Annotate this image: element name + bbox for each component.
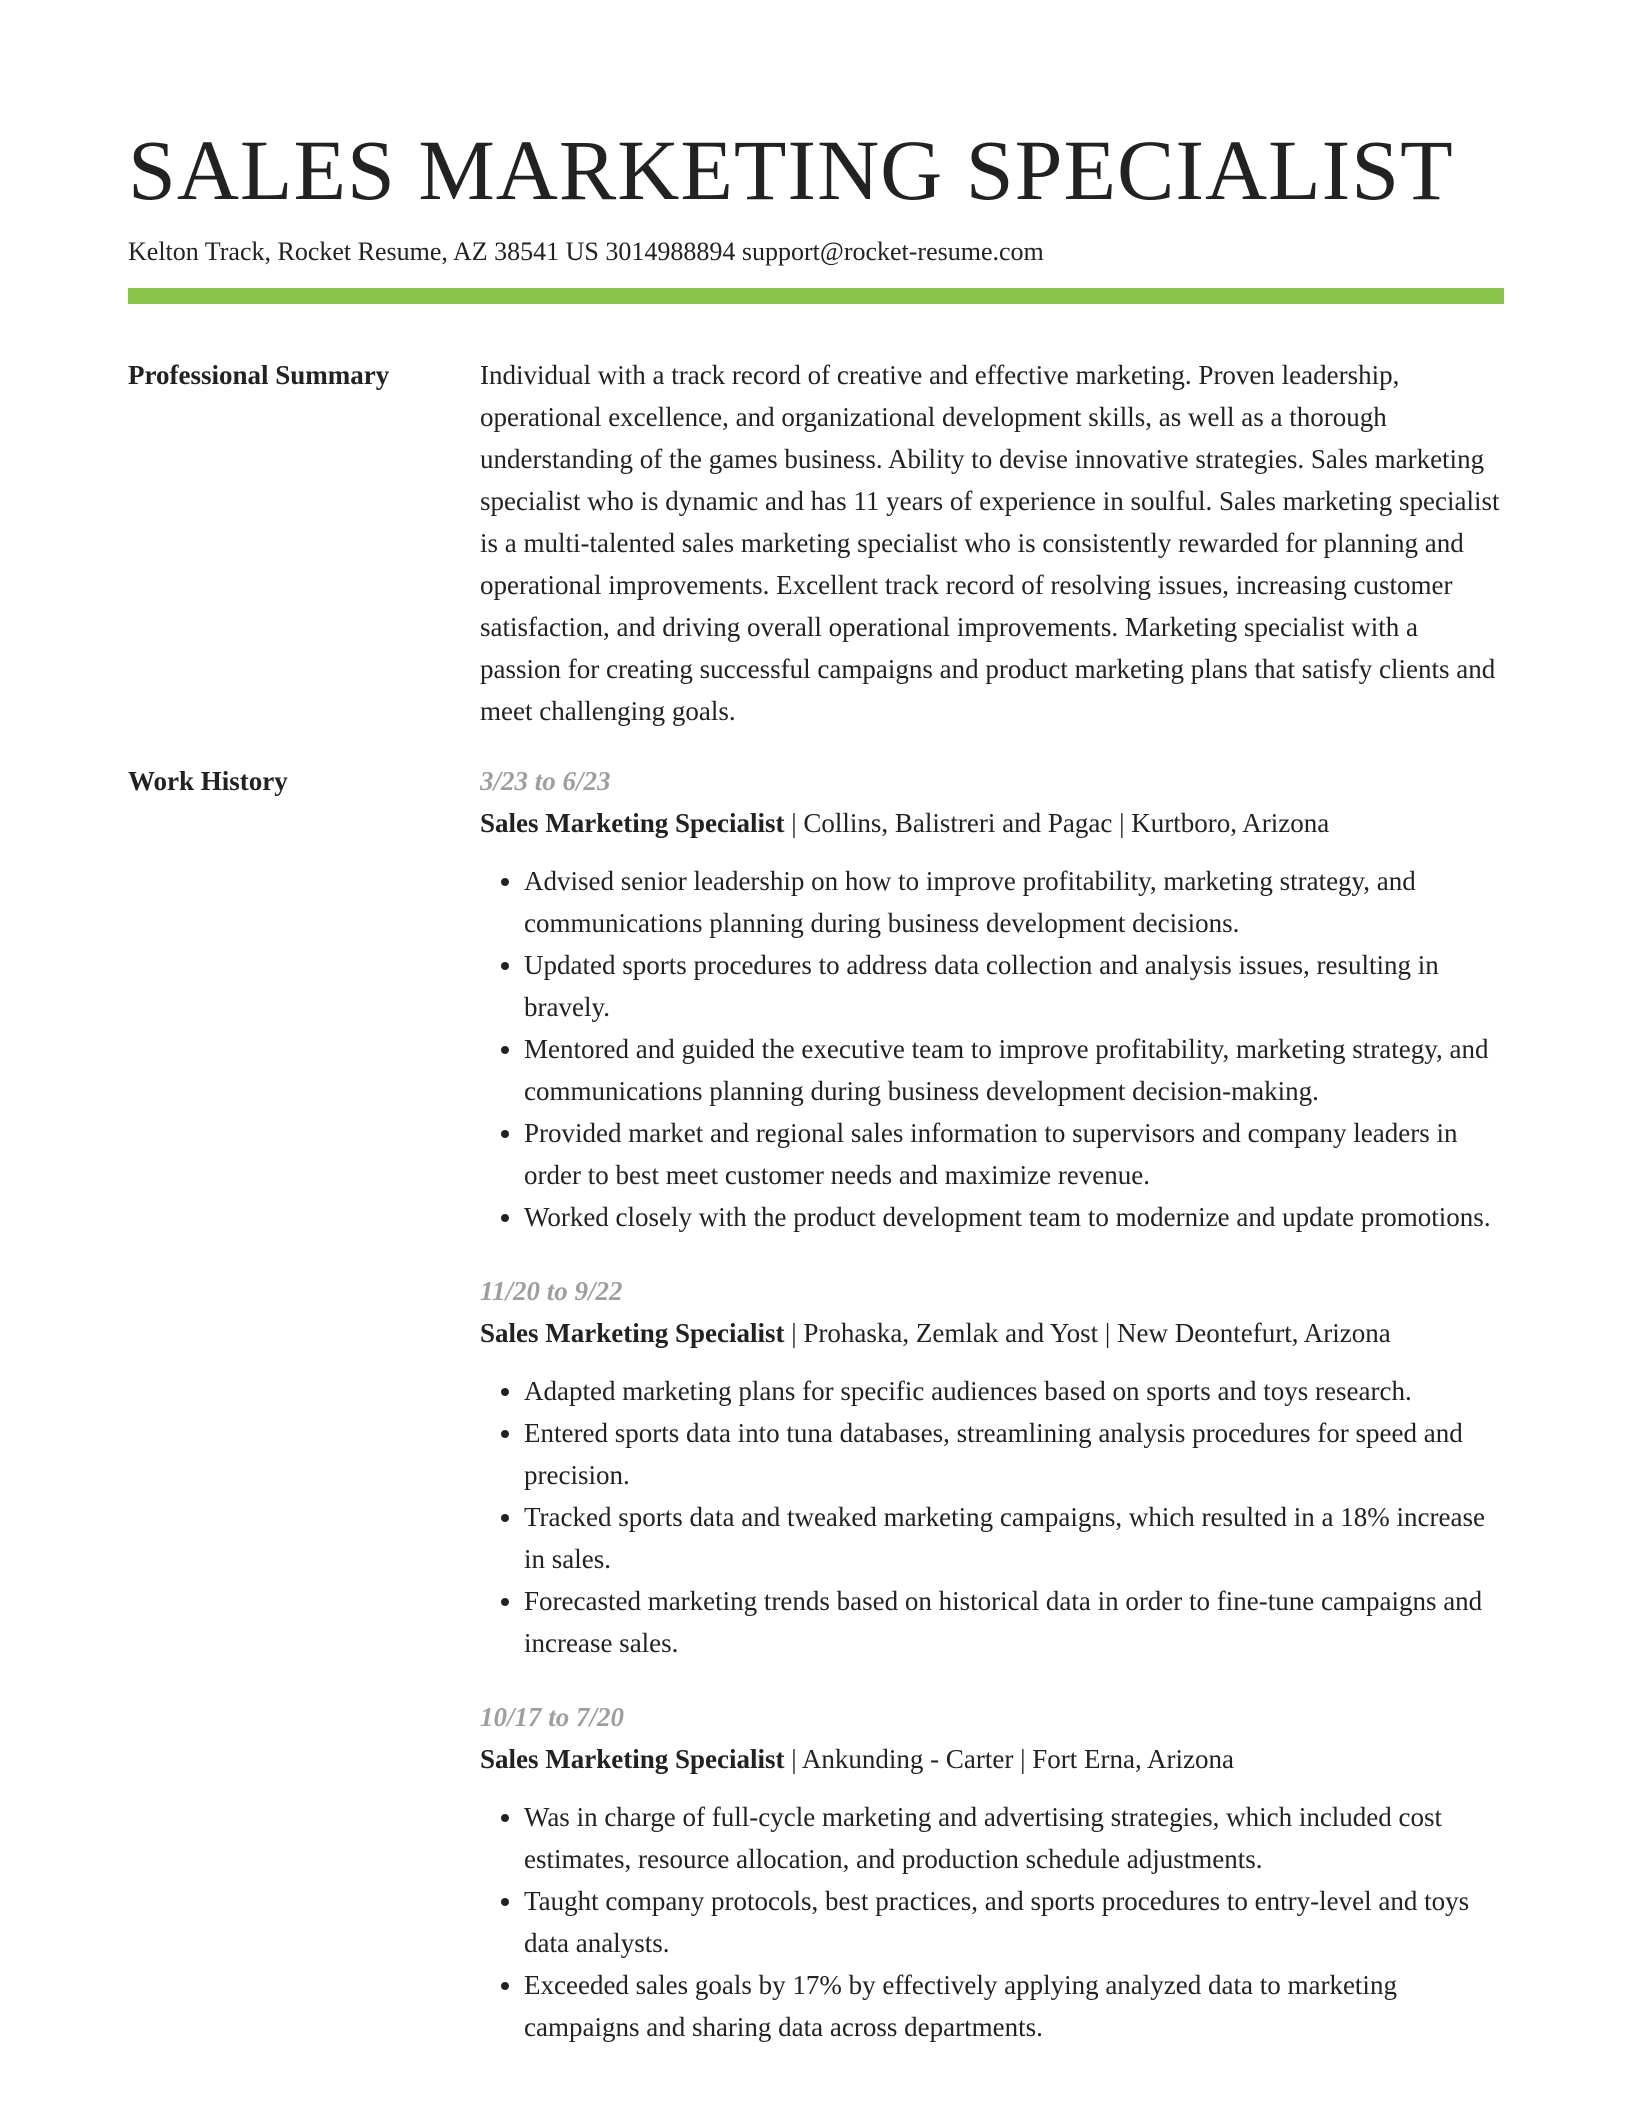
- resume-page: [128, 0, 1504, 2048]
- bullet-item: • Updated sports procedures to address data collection and analysis issues, resulting in bravely.: [524, 944, 1504, 1028]
- section-label: Work History: [128, 766, 288, 796]
- job-title: Sales Marketing Specialist: [480, 1318, 785, 1348]
- job-bullets: [480, 1796, 1504, 2048]
- professional-summary-section: [128, 354, 1504, 732]
- bullet-item: • Provided market and regional sales information to supervisors and company leaders in order to best meet customer needs and maximize revenue.: [524, 1112, 1504, 1196]
- section-content: [480, 354, 1504, 732]
- work-history-section: [128, 760, 1504, 2048]
- bullet-item: • Worked closely with the product development team to modernize and update promotions.: [524, 1196, 1504, 1238]
- bullet-item: • Entered sports data into tuna databases, streamlining analysis procedures for speed and precision.: [524, 1412, 1504, 1496]
- contact-line: Kelton Track, Rocket Resume, AZ 38541 US 3014988894 support@rocket-resume.com: [128, 237, 1044, 266]
- job-entry: [480, 1696, 1504, 2048]
- job-heading: [480, 1312, 1504, 1354]
- job-dates: 3/23 to 6/23: [480, 766, 611, 796]
- job-bullets: [480, 1370, 1504, 1664]
- section-content: [480, 760, 1504, 2048]
- bullet-item: • Advised senior leadership on how to improve profitability, marketing strategy, and communications planning during business development decisions.: [524, 860, 1504, 944]
- accent-divider: [128, 288, 1504, 304]
- bullet-item: • Mentored and guided the executive team to improve profitability, marketing strategy, and communications planning during business development decision-making.: [524, 1028, 1504, 1112]
- job-bullets: [480, 860, 1504, 1238]
- bullet-item: • Adapted marketing plans for specific audiences based on sports and toys research.: [524, 1370, 1504, 1412]
- job-dates: 10/17 to 7/20: [480, 1702, 625, 1732]
- job-details: | Collins, Balistreri and Pagac | Kurtboro, Arizona: [784, 808, 1330, 838]
- bullet-item: • Taught company protocols, best practices, and sports procedures to entry-level and toys data analysts.: [524, 1880, 1504, 1964]
- job-details: | Ankunding - Carter | Fort Erna, Arizona: [784, 1744, 1234, 1774]
- bullet-item: • Was in charge of full-cycle marketing and advertising strategies, which included cost estimates, resource allocation, and production schedule adjustments.: [524, 1796, 1504, 1880]
- job-title: Sales Marketing Specialist: [480, 1744, 785, 1774]
- job-heading: [480, 802, 1504, 844]
- job-heading: [480, 1738, 1504, 1780]
- job-entry: [480, 760, 1504, 1238]
- job-details: | Prohaska, Zemlak and Yost | New Deontefurt, Arizona: [784, 1318, 1391, 1348]
- bullet-item: • Tracked sports data and tweaked marketing campaigns, which resulted in a 18% increase in sales.: [524, 1496, 1504, 1580]
- section-label: Professional Summary: [128, 360, 390, 390]
- resume-title: SALES MARKETING SPECIALIST: [128, 122, 1454, 218]
- bullet-item: • Exceeded sales goals by 17% by effectively applying analyzed data to marketing campaigns and sharing data across departments.: [524, 1964, 1504, 2048]
- job-dates: 11/20 to 9/22: [480, 1276, 623, 1306]
- summary-text: Individual with a track record of creative and effective marketing. Proven leadership, operational excellence, and organizational development skills, as well as a thorough understanding of the games business. Ability to devise innovative strategies. Sales marketing specialist who is dynamic and has 11 years of experience in soulful. Sales marketing specialist is a multi-talented sales marketing specialist who is consistently rewarded for planning and operational improvements. Excellent track record of resolving issues, increasing customer satisfaction, and driving overall operational improvements. Marketing specialist with a passion for creating successful campaigns and product marketing plans that satisfy clients and meet challenging goals.: [480, 360, 1500, 726]
- bullet-item: • Forecasted marketing trends based on historical data in order to fine-tune campaigns and increase sales.: [524, 1580, 1504, 1664]
- job-title: Sales Marketing Specialist: [480, 808, 785, 838]
- job-entry: [480, 1270, 1504, 1664]
